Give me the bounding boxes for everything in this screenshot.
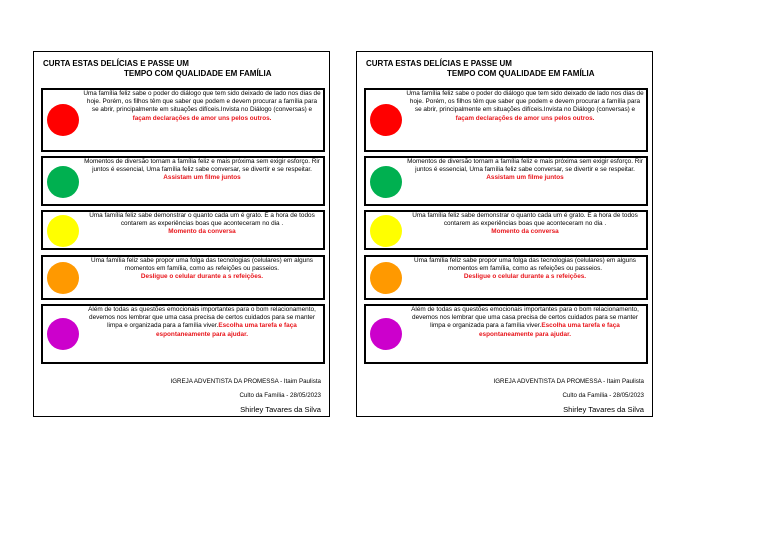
item-text: Além de todas as questões emocionais importantes para o bom relacionamento, devemos nos lembrar que uma casa precisa de certos cuidados para se manter limpa e organizada para a família viver.Escolha uma tarefa e faça espontaneamente para ajudar. <box>411 306 639 338</box>
yellow-circle-icon <box>47 215 79 247</box>
green-circle-icon <box>370 166 402 198</box>
item-text: Uma família feliz sabe propor uma folga das tecnologias (celulares) em alguns momentos em família, como as refeições ou passeios. Desligue o celular durante a s refeições. <box>413 257 636 281</box>
item-text: Além de todas as questões emocionais importantes para o bom relacionamento, devemos nos lembrar que uma casa precisa de certos cuidados para se manter limpa e organizada para a família viver.Escolha uma tarefa e faça espontaneamente para ajudar. <box>88 306 316 338</box>
item-text: Uma família feliz sabe propor uma folga das tecnologias (celulares) em alguns momentos em família, como as refeições ou passeios. Desligue o celular durante a s refeições. <box>90 257 313 281</box>
card-title-line1: CURTA ESTAS DELÍCIAS E PASSE UM <box>43 59 189 68</box>
card-title-line1: CURTA ESTAS DELÍCIAS E PASSE UM <box>366 59 512 68</box>
item-row-green <box>41 156 325 206</box>
author-name: Shirley Tavares da Silva <box>563 405 644 414</box>
item-row-orange <box>364 255 648 300</box>
yellow-circle-icon <box>370 215 402 247</box>
event-date: Culto da Família - 28/05/2023 <box>239 392 321 399</box>
item-text: Momentos de diversão tornam a família feliz e mais próxima sem exigir esforço. Rir juntos é essencial, Uma família feliz sabe conversar, se divertir e se respeitar. Assistam um filme juntos <box>84 158 320 182</box>
event-date: Culto da Família - 28/05/2023 <box>562 392 644 399</box>
card-title-line2: TEMPO COM QUALIDADE EM FAMÍLIA <box>447 69 595 78</box>
item-row-orange <box>41 255 325 300</box>
church-name: IGREJA ADVENTISTA DA PROMESSA - Itaim Paulista <box>493 378 644 385</box>
card-title-line2: TEMPO COM QUALIDADE EM FAMÍLIA <box>124 69 272 78</box>
item-row-green <box>364 156 648 206</box>
item-row-purple <box>364 304 648 364</box>
item-row-yellow <box>41 210 325 250</box>
item-row-yellow <box>364 210 648 250</box>
purple-circle-icon <box>47 318 79 350</box>
church-name: IGREJA ADVENTISTA DA PROMESSA - Itaim Paulista <box>170 378 321 385</box>
item-text: Uma família feliz sabe o poder do diálogo que tem sido deixado de lado nos dias de hoje. Porém, os filhos têm que saber que podem e devem procurar a família para se abrir, principalmente em situações difíceis.Invista no Diálogo (conversas) e façam declarações de amor uns pelos outros. <box>83 90 321 122</box>
item-text: Uma família feliz sabe demonstrar o quanto cada um é grato. É a hora de todos contarem as experiências boas que aconteceram no dia . Momento da conversa <box>412 212 638 236</box>
item-text: Uma família feliz sabe o poder do diálogo que tem sido deixado de lado nos dias de hoje. Porém, os filhos têm que saber que podem e devem procurar a família para se abrir, principalmente em situações difíceis.Invista no Diálogo (conversas) e façam declarações de amor uns pelos outros. <box>406 90 644 122</box>
orange-circle-icon <box>47 262 79 294</box>
item-row-red <box>364 88 648 152</box>
item-text: Momentos de diversão tornam a família feliz e mais próxima sem exigir esforço. Rir juntos é essencial, Uma família feliz sabe conversar, se divertir e se respeitar. Assistam um filme juntos <box>407 158 643 182</box>
red-circle-icon <box>47 104 79 136</box>
orange-circle-icon <box>370 262 402 294</box>
purple-circle-icon <box>370 318 402 350</box>
family-card-right <box>356 51 653 417</box>
item-text: Uma família feliz sabe demonstrar o quanto cada um é grato. É a hora de todos contarem as experiências boas que aconteceram no dia . Momento da conversa <box>89 212 315 236</box>
family-card-left <box>33 51 330 417</box>
author-name: Shirley Tavares da Silva <box>240 405 321 414</box>
red-circle-icon <box>370 104 402 136</box>
item-row-purple <box>41 304 325 364</box>
item-row-red <box>41 88 325 152</box>
green-circle-icon <box>47 166 79 198</box>
